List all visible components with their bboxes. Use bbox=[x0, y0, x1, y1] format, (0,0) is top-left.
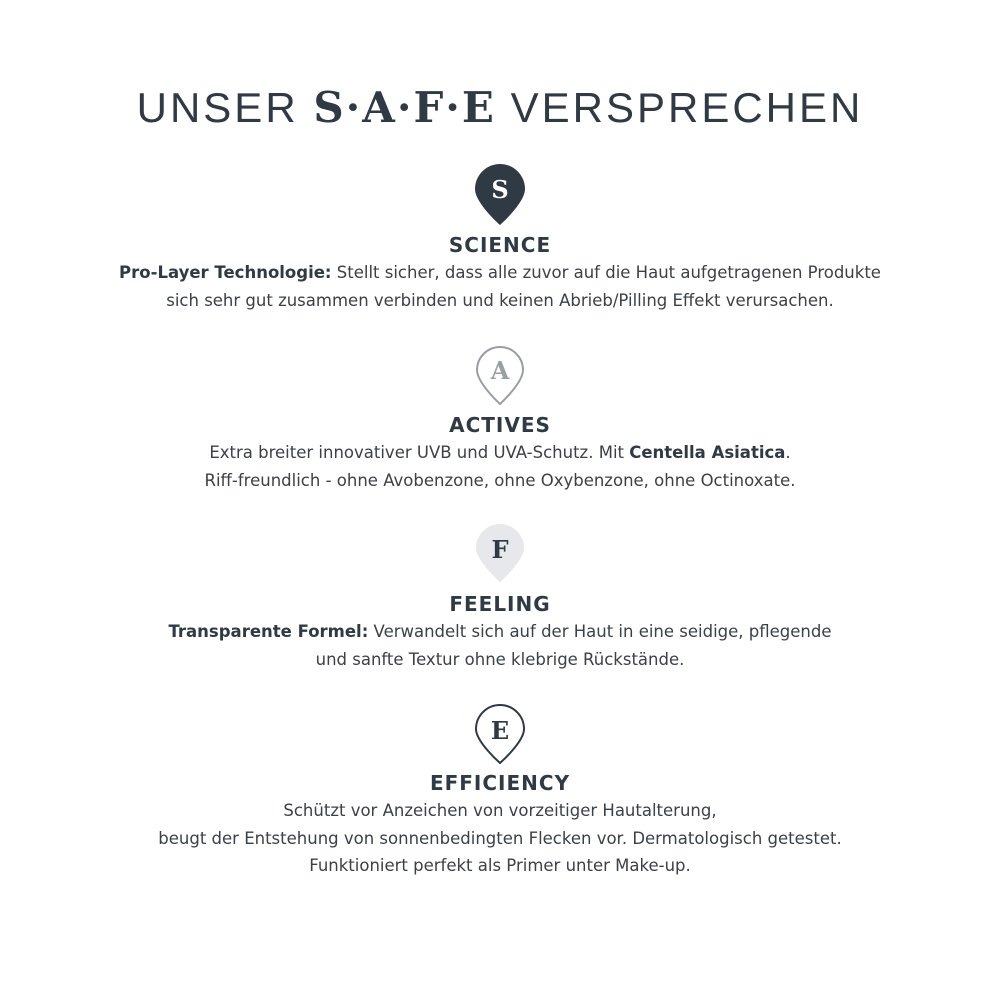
map-pin-icon-e bbox=[471, 703, 529, 767]
section-text-line: sich sehr gut zusammen verbinden und keinen Abrieb/Pilling Effekt verursachen. bbox=[166, 291, 834, 310]
section-text-line: Funktioniert perfekt als Primer unter Make-up. bbox=[309, 856, 691, 875]
map-pin-icon-a bbox=[471, 344, 529, 408]
title-suffix: VERSPRECHEN bbox=[510, 84, 864, 131]
section-heading-efficiency: EFFICIENCY bbox=[429, 771, 571, 795]
section-text-line: Transparente Formel: Verwandelt sich auf der Haut in eine seidige, pflegende bbox=[168, 622, 832, 641]
section-text-line: Riff-freundlich - ohne Avobenzone, ohne Oxybenzone, ohne Octinoxate. bbox=[204, 471, 796, 490]
section-heading-science: SCIENCE bbox=[448, 233, 552, 257]
map-pin-icon-f bbox=[471, 522, 529, 586]
pin-letter-a: A bbox=[490, 356, 510, 385]
map-pin-icon-s bbox=[471, 163, 529, 227]
pin-letter-s: S bbox=[491, 175, 509, 204]
title-acronym: S·A·F·E bbox=[313, 83, 496, 132]
page-title bbox=[0, 84, 1000, 132]
pin-letter-e: E bbox=[490, 716, 510, 745]
section-text-line: Extra breiter innovativer UVB und UVA-Schutz. Mit Centella Asiatica. bbox=[209, 443, 791, 462]
section-text-line: Pro-Layer Technologie: Stellt sicher, dass alle zuvor auf die Haut aufgetragenen Produkte bbox=[119, 263, 881, 282]
title-prefix: UNSER bbox=[136, 84, 299, 131]
pin-letter-f: F bbox=[491, 535, 509, 564]
section-text-line: beugt der Entstehung von sonnenbedingten Flecken vor. Dermatologisch getestet. bbox=[158, 829, 842, 848]
section-text-line: und sanfte Textur ohne klebrige Rückstände. bbox=[315, 650, 685, 669]
section-heading-actives: ACTIVES bbox=[449, 413, 551, 437]
section-text-line: Schützt vor Anzeichen von vorzeitiger Hautalterung, bbox=[283, 801, 717, 820]
section-heading-feeling: FEELING bbox=[449, 592, 551, 616]
